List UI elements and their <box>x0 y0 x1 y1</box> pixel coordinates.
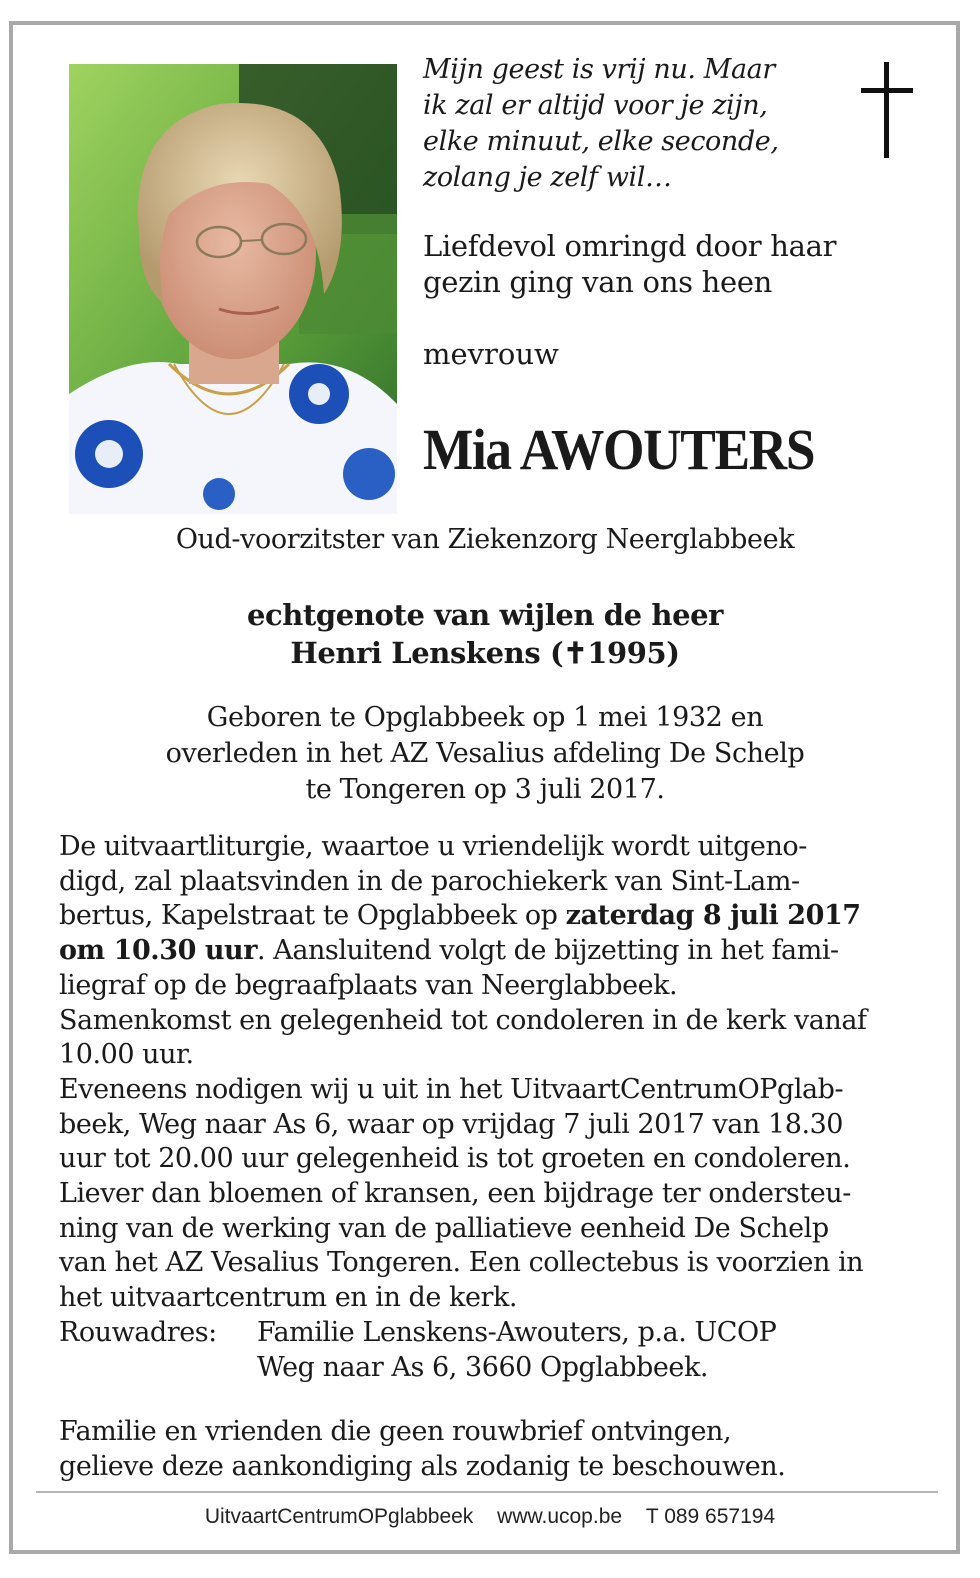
funeral-text: bertus, Kapelstraat te Opglabbeek op <box>59 900 566 932</box>
intro-line: Liefdevol omringd door haar <box>423 229 837 263</box>
portrait-photo <box>69 64 397 514</box>
address-row <box>59 1316 919 1351</box>
role-line: Oud-voorzitster van Ziekenzorg Neerglabbeek <box>175 524 795 555</box>
funeral-line: van het AZ Vesalius Tongeren. Een collectebus is voorzien in <box>59 1247 864 1279</box>
funeral-details <box>59 830 919 1385</box>
address-line: Familie Lenskens-Awouters, p.a. UCOP <box>257 1316 777 1348</box>
funeral-line: De uitvaartliturgie, waartoe u vriendelijk wordt uitgeno- <box>59 831 807 862</box>
closing-line: Familie en vrienden die geen rouwbrief ontvingen, <box>59 1416 732 1447</box>
funeral-date: zaterdag 8 juli 2017 <box>565 900 861 932</box>
spouse-block <box>30 596 940 672</box>
footer-divider <box>36 1491 938 1493</box>
spouse-line: echtgenote van wijlen de heer <box>246 598 724 632</box>
funeral-line <box>59 899 919 934</box>
poem-line: elke minuut, elke seconde, <box>423 126 779 157</box>
birth-death-line: Geboren te Opglabbeek op 1 mei 1932 en <box>206 702 764 733</box>
funeral-line <box>59 934 919 969</box>
closing-line: gelieve deze aankondiging als zodanig te beschouwen. <box>59 1451 786 1482</box>
footer-website[interactable]: www.ucop.be <box>497 1505 623 1528</box>
funeral-line: beek, Weg naar As 6, waar op vrijdag 7 juli 2017 van 18.30 <box>59 1108 844 1140</box>
footer-company: UitvaartCentrumOPglabbeek <box>204 1505 474 1528</box>
spouse-name: Henri Lenskens (✝1995) <box>290 636 680 670</box>
deceased-name: Mia AWOUTERS <box>423 417 815 482</box>
funeral-line: 10.00 uur. <box>59 1039 194 1071</box>
funeral-line: Eveneens nodigen wij u uit in het UitvaartCentrumOPglab- <box>59 1073 844 1105</box>
funeral-line: Liever dan bloemen of kransen, een bijdrage ter ondersteu- <box>59 1178 851 1210</box>
poem <box>423 52 853 196</box>
address-label-spacer <box>59 1351 257 1386</box>
funeral-line: ning van de werking van de palliatieve eenheid De Schelp <box>59 1212 829 1244</box>
poem-line: Mijn geest is vrij nu. Maar <box>423 54 775 85</box>
footer <box>0 1502 980 1532</box>
birth-death-block <box>30 700 940 808</box>
poem-line: zolang je zelf wil… <box>423 162 672 193</box>
funeral-line: het uitvaartcentrum en in de kerk. <box>59 1282 517 1314</box>
salutation: mevrouw <box>423 337 559 371</box>
footer-phone: T 089 657194 <box>645 1505 776 1528</box>
address-row <box>59 1351 919 1386</box>
funeral-line: digd, zal plaatsvinden in de parochiekerk van Sint-Lam- <box>59 865 800 897</box>
funeral-line: uur tot 20.00 uur gelegenheid is tot groeten en condoleren. <box>59 1143 851 1175</box>
funeral-time: om 10.30 uur <box>59 935 258 967</box>
funeral-line: Samenkomst en gelegenheid tot condoleren in de kerk vanaf <box>59 1004 867 1036</box>
funeral-text: . Aansluitend volgt de bijzetting in het fami- <box>257 935 839 967</box>
intro-line: gezin ging van ons heen <box>423 265 773 299</box>
address-line: Weg naar As 6, 3660 Opglabbeek. <box>257 1351 708 1383</box>
closing-note <box>59 1414 919 1484</box>
funeral-line: liegraf op de begraafplaats van Neerglabbeek. <box>59 969 678 1001</box>
intro-text <box>423 228 903 300</box>
birth-death-line: overleden in het AZ Vesalius afdeling De Schelp <box>165 738 805 769</box>
cross-icon <box>858 60 918 160</box>
address-label: Rouwadres: <box>59 1316 217 1348</box>
poem-line: ik zal er altijd voor je zijn, <box>423 90 768 121</box>
birth-death-line: te Tongeren op 3 juli 2017. <box>305 774 665 805</box>
